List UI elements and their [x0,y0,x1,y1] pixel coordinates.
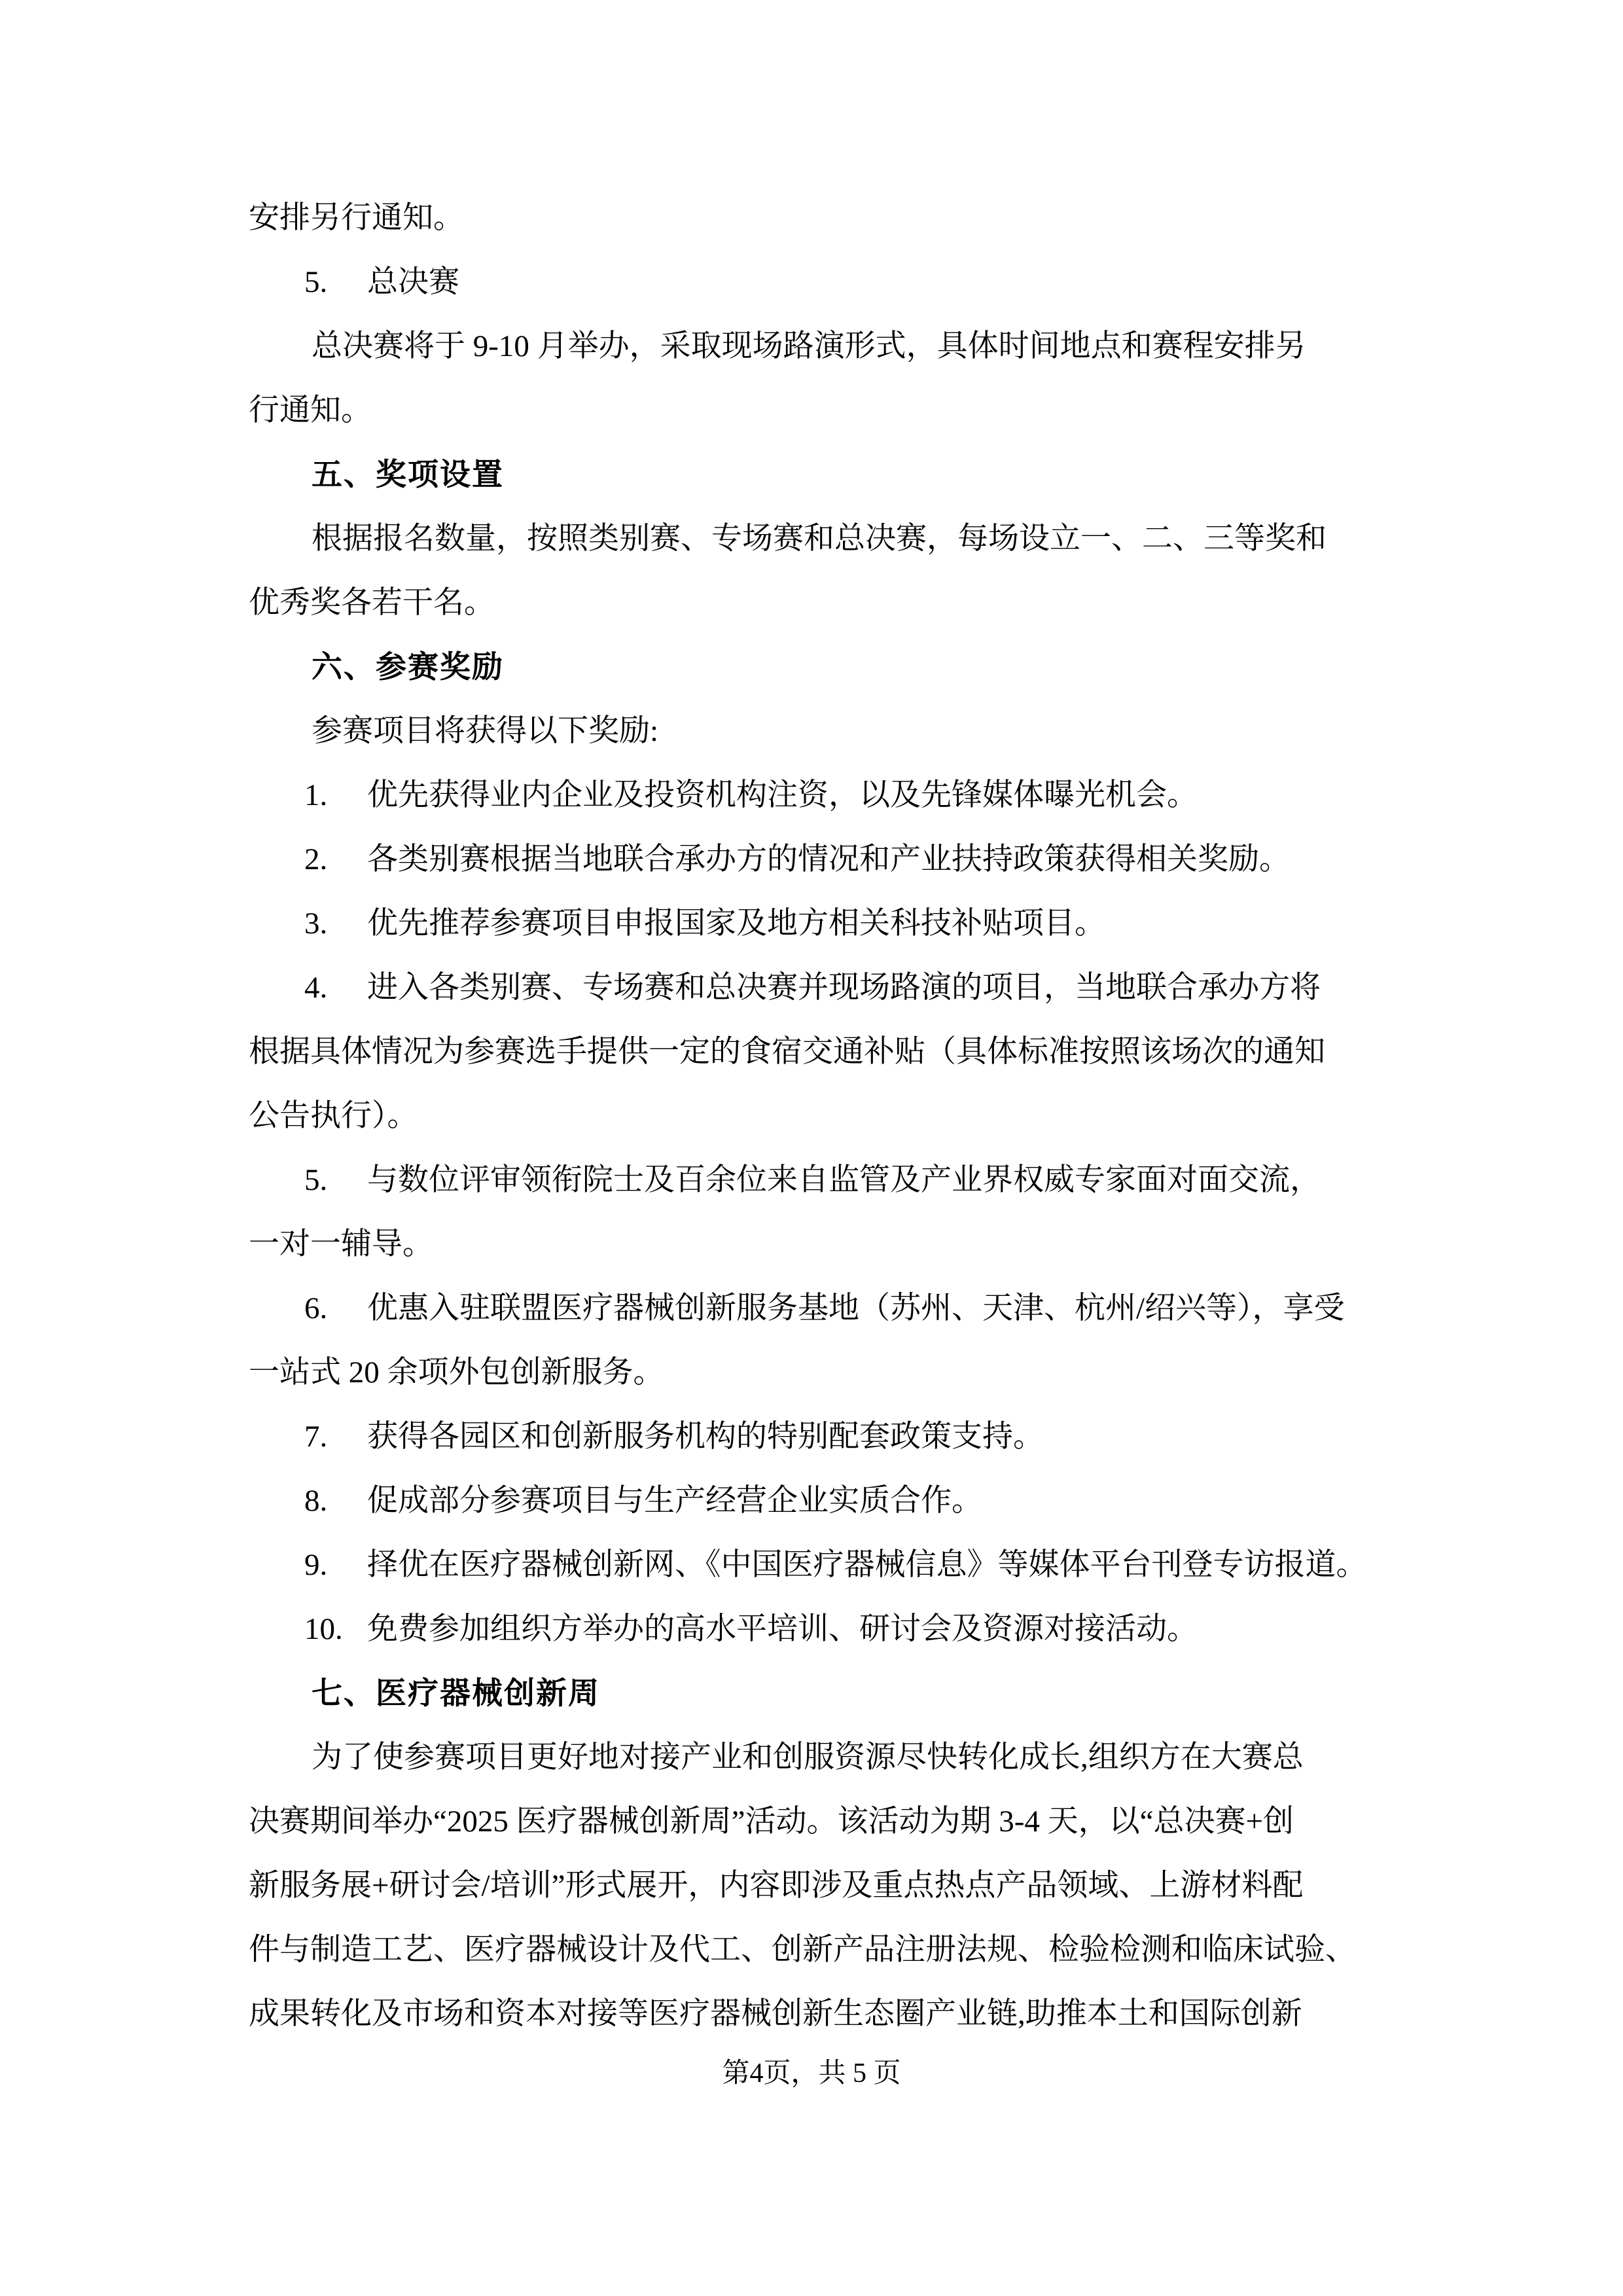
list-item-number: 6. [304,1291,328,1325]
list-item-text: 总决赛 [367,265,459,299]
text-line: 根据报名数量，按照类别赛、专场赛和总决赛，每场设立一、二、三等奖和 [312,522,1327,556]
list-item-number: 1. [304,778,328,812]
list-item-text: 免费参加组织方举办的高水平培训、研讨会及资源对接活动。 [367,1612,1198,1646]
list-item-number: 9. [304,1548,328,1582]
text-line: 优秀奖各若干名。 [249,586,495,620]
page-number: 第4页，共 5 页 [722,2058,901,2089]
text-line: 根据具体情况为参赛选手提供一定的食宿交通补贴（具体标准按照该场次的通知 [249,1035,1325,1069]
list-item [249,1276,1387,1340]
list-item [249,891,1387,956]
list-item-text: 择优在医疗器械创新网、《中国医疗器械信息》等媒体平台刊登专访报道。 [367,1548,1367,1582]
list-item-number: 7. [304,1420,328,1454]
list-item-number: 2. [304,842,328,876]
text-line: 行通知。 [249,393,372,427]
list-item-number: 3. [304,906,328,941]
text-line: 决赛期间举办“2025 医疗器械创新周”活动。该活动为期 3-4 天，以“总决赛+创 [249,1804,1294,1839]
list-item-text: 各类别赛根据当地联合承办方的情况和产业扶持政策获得相关奖励。 [367,842,1290,876]
list-item-text: 获得各园区和创新服务机构的特别配套政策支持。 [367,1420,1044,1454]
list-item-text: 优先获得业内企业及投资机构注资，以及先锋媒体曝光机会。 [367,778,1198,812]
list-item [249,1148,1387,1212]
document-body [249,186,1387,2046]
section-heading: 五、奖项设置 [312,457,504,492]
page-footer [0,2047,1623,2100]
text-line: 件与制造工艺、医疗器械设计及代工、创新产品注册法规、检验检测和临床试验、 [249,1933,1356,1967]
text-line: 一站式 20 余项外包创新服务。 [249,1355,664,1390]
text-line: 为了使参赛项目更好地对接产业和创服资源尽快转化成长,组织方在大赛总 [312,1740,1304,1774]
list-item [249,1597,1387,1661]
list-item [249,763,1387,827]
list-item-text: 与数位评审领衔院士及百余位来自监管及产业界权威专家面对面交流， [367,1163,1321,1197]
text-line: 一对一辅导。 [249,1227,433,1261]
list-item [249,250,1387,314]
section-heading: 六、参赛奖励 [312,649,504,684]
list-item [249,827,1387,891]
list-item-number: 8. [304,1484,328,1518]
text-line: 总决赛将于 9-10 月举办，采取现场路演形式，具体时间地点和赛程安排另 [312,329,1306,363]
section-heading: 七、医疗器械创新周 [312,1676,600,1710]
text-line: 安排另行通知。 [249,201,464,235]
text-line: 参赛项目将获得以下奖励: [312,714,659,748]
list-item-number: 5. [304,1163,328,1197]
list-item-number: 4. [304,971,328,1005]
list-item-text: 优先推荐参赛项目申报国家及地方相关科技补贴项目。 [367,906,1105,941]
text-line: 新服务展+研讨会/培训”形式展开，内容即涉及重点热点产品领域、上游材料配 [249,1869,1304,1903]
list-item [249,1533,1387,1597]
list-item-number: 5. [304,265,328,299]
list-item-text: 促成部分参赛项目与生产经营企业实质合作。 [367,1484,982,1518]
list-item-text: 优惠入驻联盟医疗器械创新服务基地（苏州、天津、杭州/绍兴等），享受 [367,1291,1345,1325]
list-item-number: 10. [304,1612,343,1646]
list-item-text: 进入各类别赛、专场赛和总决赛并现场路演的项目，当地联合承办方将 [367,971,1321,1005]
list-item [249,1405,1387,1469]
list-item [249,1469,1387,1533]
text-line: 成果转化及市场和资本对接等医疗器械创新生态圈产业链,助推本土和国际创新 [249,1997,1302,2031]
text-line: 公告执行）。 [249,1099,418,1133]
list-item [249,956,1387,1020]
